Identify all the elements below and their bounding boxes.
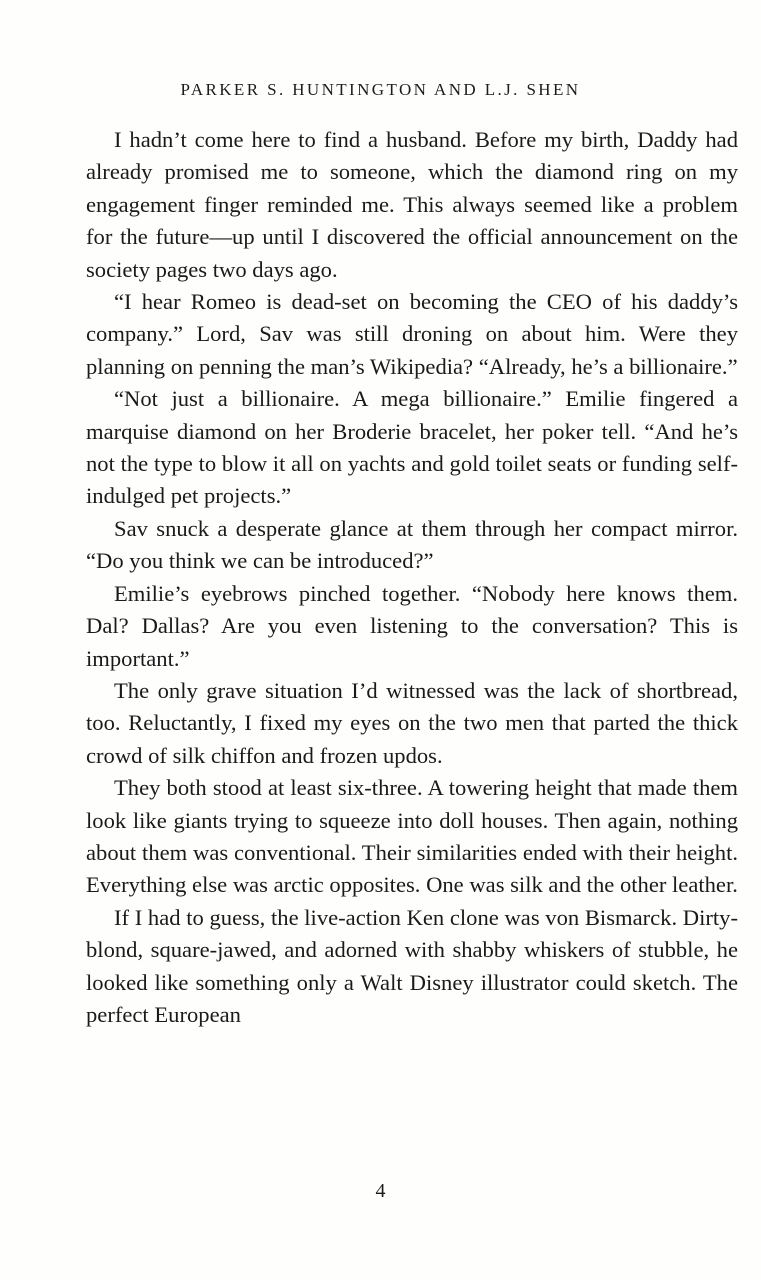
running-head: PARKER S. HUNTINGTON AND L.J. SHEN [180,80,581,99]
paragraph: “I hear Romeo is dead-set on becoming the CEO of his daddy’s company.” Lord, Sav was still droning on about him. Were they planning on penning the man’s Wikipedia? “Already, he’s a billionaire.” [86,289,738,379]
body-text [86,124,738,1031]
paragraph: If I had to guess, the live-action Ken clone was von Bismarck. Dirty-blond, square-jawed, and adorned with shabby whiskers of stubble, he looked like something only a Walt Disney illustrator could sketch. The perfect European [86,904,738,1027]
page-number: 4 [375,1180,386,1202]
paragraph: The only grave situation I’d witnessed was the lack of shortbread, too. Reluctantly, I fixed my eyes on the two men that parted the thick crowd of silk chiffon and frozen updos. [86,677,738,768]
paragraph: I hadn’t come here to find a husband. Before my birth, Daddy had already promised me to someone, which the diamond ring on my engagement finger reminded me. This always seemed like a problem for the future—up until I discovered the official announcement on the society pages two days ago. [86,127,738,282]
paragraph: Emilie’s eyebrows pinched together. “Nobody here knows them. Dal? Dallas? Are you even listening to the conversation? This is important.” [86,580,738,671]
paragraph: They both stood at least six-three. A towering height that made them look like giants trying to squeeze into doll houses. Then again, nothing about them was conventional. Their similarities ended with their height. Everything else was arctic opposites. One was silk and the other leather. [86,775,738,898]
paragraph: “Not just a billionaire. A mega billionaire.” Emilie fingered a marquise diamond on her Broderie bracelet, her poker tell. “And he’s not the type to blow it all on yachts and gold toilet seats or funding self-indulged pet projects.” [86,386,738,509]
paragraph: Sav snuck a desperate glance at them through her compact mirror. “Do you think we can be introduced?” [86,515,738,574]
